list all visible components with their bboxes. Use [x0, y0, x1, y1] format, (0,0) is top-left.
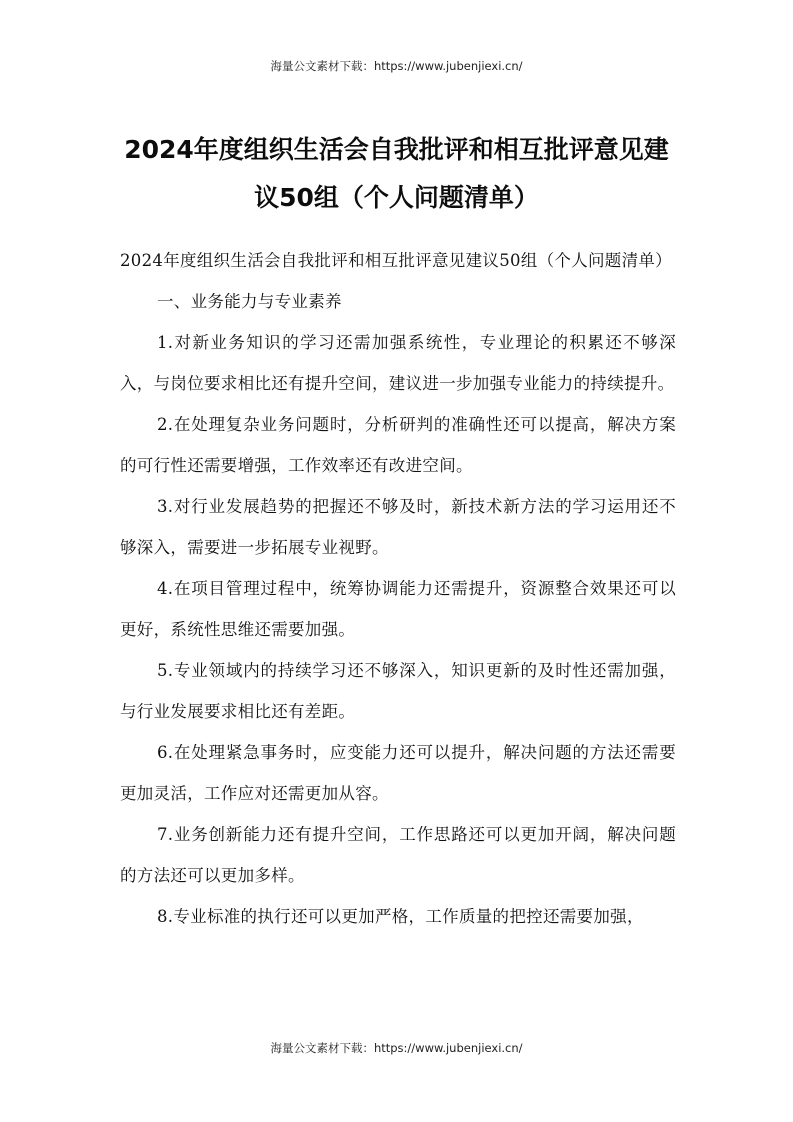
page-footer: 海量公文素材下载：https://www.jubenjiexi.cn/ [270, 1041, 523, 1055]
page-header: 海量公文素材下载：https://www.jubenjiexi.cn/ [270, 59, 523, 73]
section-heading: 一、业务能力与专业素养 [157, 292, 342, 311]
list-item: 3.对行业发展趋势的把握还不够及时，新技术新方法的学习运用还不够深入，需要进一步拓展专业视野。 [120, 497, 676, 557]
list-item: 8.专业标准的执行还可以更加严格，工作质量的把控还需要加强， [157, 907, 644, 926]
intro-paragraph: 2024年度组织生活会自我批评和相互批评意见建议50组（个人问题清单） [120, 251, 672, 270]
list-item: 4.在项目管理过程中，统筹协调能力还需提升，资源整合效果还可以更好，系统性思维还需要加强。 [120, 579, 676, 639]
list-item: 2.在处理复杂业务问题时，分析研判的准确性还可以提高，解决方案的可行性还需要增强，工作效率还有改进空间。 [120, 415, 676, 475]
list-item: 7.业务创新能力还有提升空间，工作思路还可以更加开阔，解决问题的方法还可以更加多样。 [120, 825, 676, 885]
list-item: 1.对新业务知识的学习还需加强系统性，专业理论的积累还不够深入，与岗位要求相比还有提升空间，建议进一步加强专业能力的持续提升。 [120, 333, 676, 393]
document-body [120, 240, 676, 937]
list-item: 6.在处理紧急事务时，应变能力还可以提升，解决问题的方法还需要更加灵活，工作应对还需更加从容。 [120, 743, 676, 803]
document-title: 2024年度组织生活会自我批评和相互批评意见建议50组（个人问题清单） [124, 135, 669, 212]
list-item: 5.专业领域内的持续学习还不够深入，知识更新的及时性还需加强，与行业发展要求相比还有差距。 [120, 661, 676, 721]
